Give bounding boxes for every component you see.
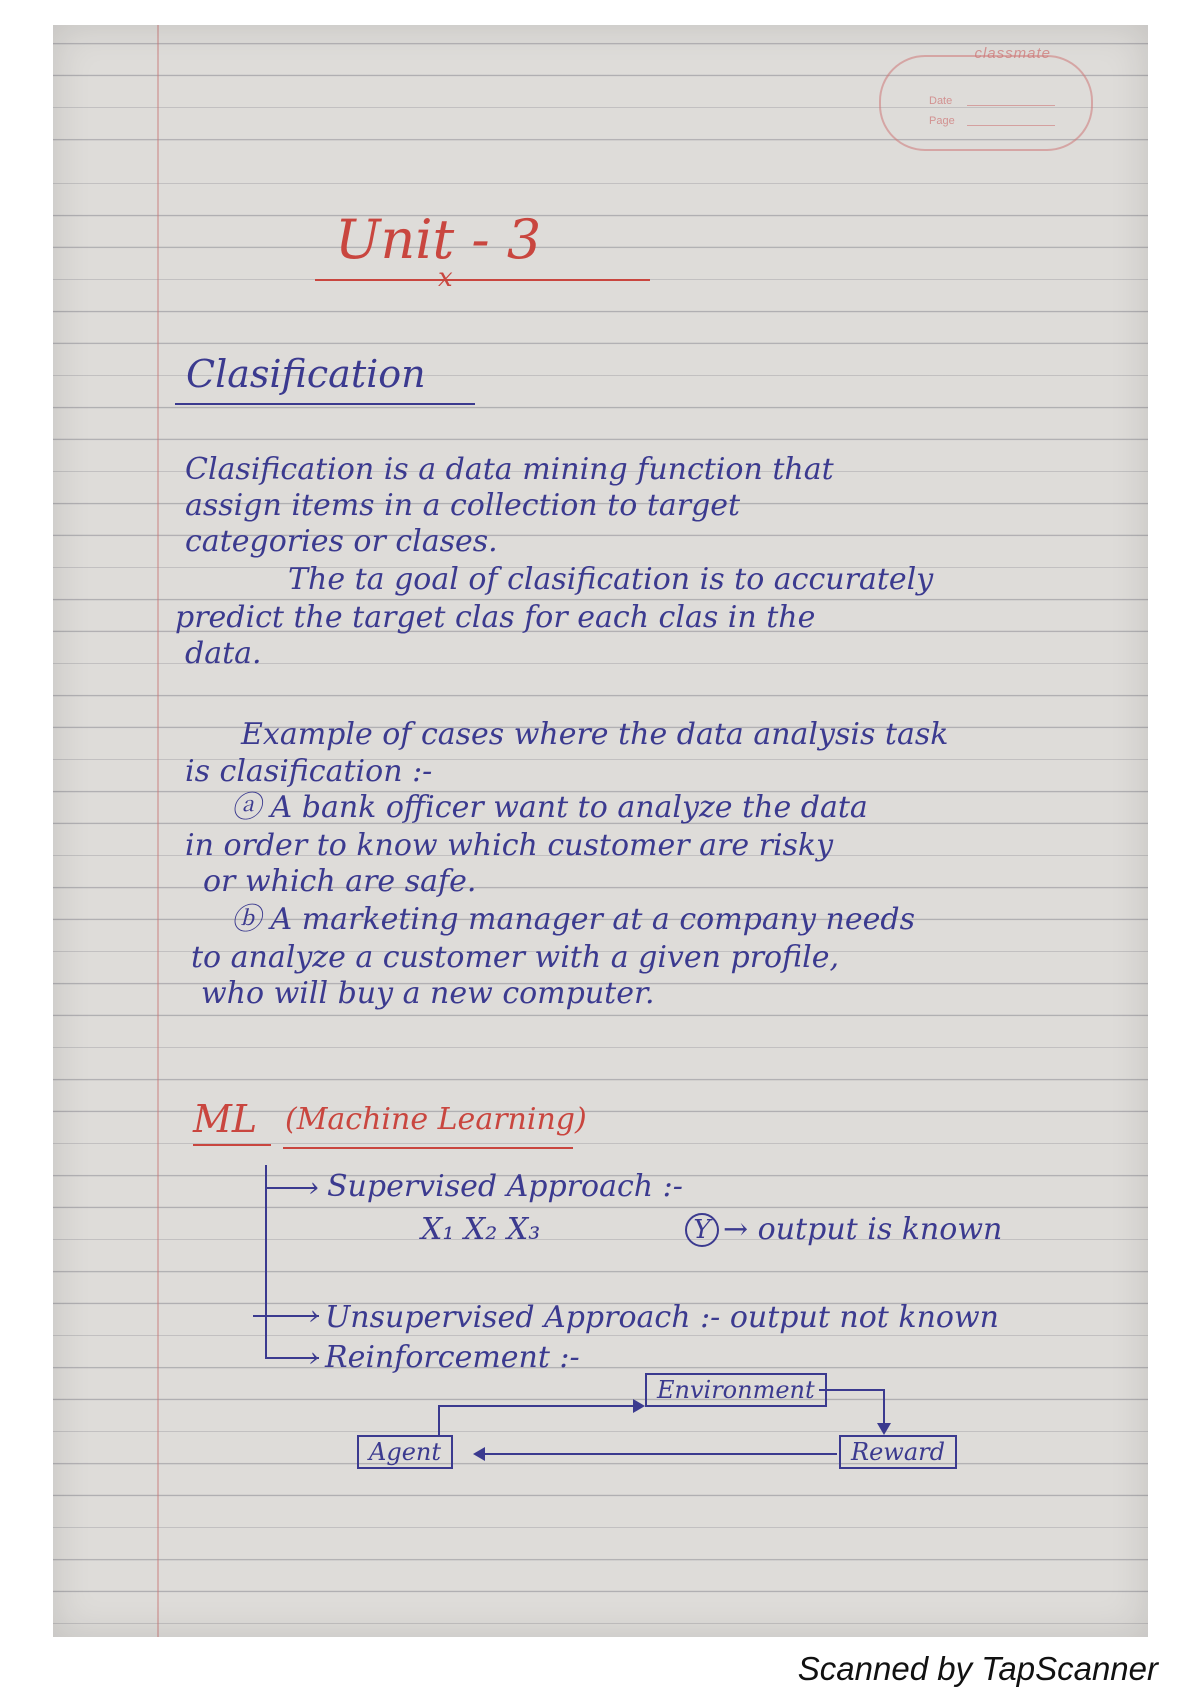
examples-line-4: in order to know which customer are risky bbox=[185, 828, 834, 863]
environment-box: Environment bbox=[645, 1373, 827, 1407]
title-mark: x bbox=[438, 263, 453, 293]
definition-line-4: The ta goal of clasification is to accurately bbox=[288, 562, 934, 597]
definition-line-6: data. bbox=[185, 636, 262, 671]
arrow-to-agent-icon bbox=[473, 1447, 485, 1461]
classmate-stamp bbox=[879, 45, 1093, 151]
env-to-reward-line bbox=[819, 1389, 885, 1391]
ml-heading-full: (Machine Learning) bbox=[285, 1102, 587, 1137]
section-heading-classification: Clasification bbox=[186, 352, 426, 396]
arrow-unsupervised-icon: › bbox=[309, 1301, 320, 1331]
stamp-date-label: Date bbox=[929, 95, 953, 107]
supervised-vars: X₁ X₂ X₃ bbox=[421, 1212, 541, 1247]
stamp-brand: classmate bbox=[974, 45, 1051, 62]
scanner-watermark: Scanned by TapScanner bbox=[797, 1650, 1158, 1687]
definition-line-1: Clasification is a data mining function that bbox=[185, 452, 834, 487]
agent-box: Agent bbox=[357, 1435, 453, 1469]
arrow-to-reward-icon bbox=[877, 1423, 891, 1435]
definition-line-5: predict the target clas for each clas in the bbox=[175, 600, 816, 635]
definition-line-2: assign items in a collection to target bbox=[185, 488, 741, 523]
examples-line-6: ⓑ A marketing manager at a company needs bbox=[231, 902, 915, 937]
examples-line-3: ⓐ A bank officer want to analyze the data bbox=[231, 790, 868, 825]
examples-line-2: is clasification :- bbox=[185, 754, 433, 789]
page-title: Unit - 3 bbox=[335, 208, 542, 271]
stamp-page-label: Page bbox=[929, 115, 955, 127]
y-note: → output is known bbox=[723, 1212, 1003, 1247]
examples-line-5: or which are safe. bbox=[203, 864, 477, 899]
ml-full-underline bbox=[283, 1147, 573, 1149]
supervised-approach: Supervised Approach :- bbox=[327, 1169, 683, 1204]
arrow-supervised-icon: › bbox=[309, 1173, 320, 1203]
examples-line-8: who will buy a new computer. bbox=[201, 976, 655, 1011]
ml-heading-abbr: ML bbox=[193, 1097, 258, 1141]
y-circle: Y bbox=[685, 1213, 719, 1247]
ml-abbr-underline bbox=[193, 1144, 271, 1146]
definition-line-3: categories or clases. bbox=[185, 524, 498, 559]
examples-line-7: to analyze a customer with a given profile, bbox=[191, 940, 839, 975]
reward-box: Reward bbox=[839, 1435, 957, 1469]
arrow-reinforcement-icon: › bbox=[309, 1343, 320, 1373]
notebook-page bbox=[53, 25, 1148, 1637]
unsupervised-approach: Unsupervised Approach :- output not known bbox=[325, 1300, 999, 1335]
heading-underline bbox=[175, 403, 475, 405]
tree-trunk bbox=[265, 1165, 267, 1358]
arrow-to-env-icon bbox=[633, 1399, 645, 1413]
agent-to-env-line bbox=[438, 1405, 638, 1407]
reinforcement: Reinforcement :- bbox=[325, 1340, 580, 1375]
title-underline bbox=[315, 279, 650, 281]
reward-to-agent-line bbox=[483, 1453, 837, 1455]
examples-line-1: Example of cases where the data analysis task bbox=[241, 717, 949, 752]
agent-up-line bbox=[438, 1405, 440, 1435]
